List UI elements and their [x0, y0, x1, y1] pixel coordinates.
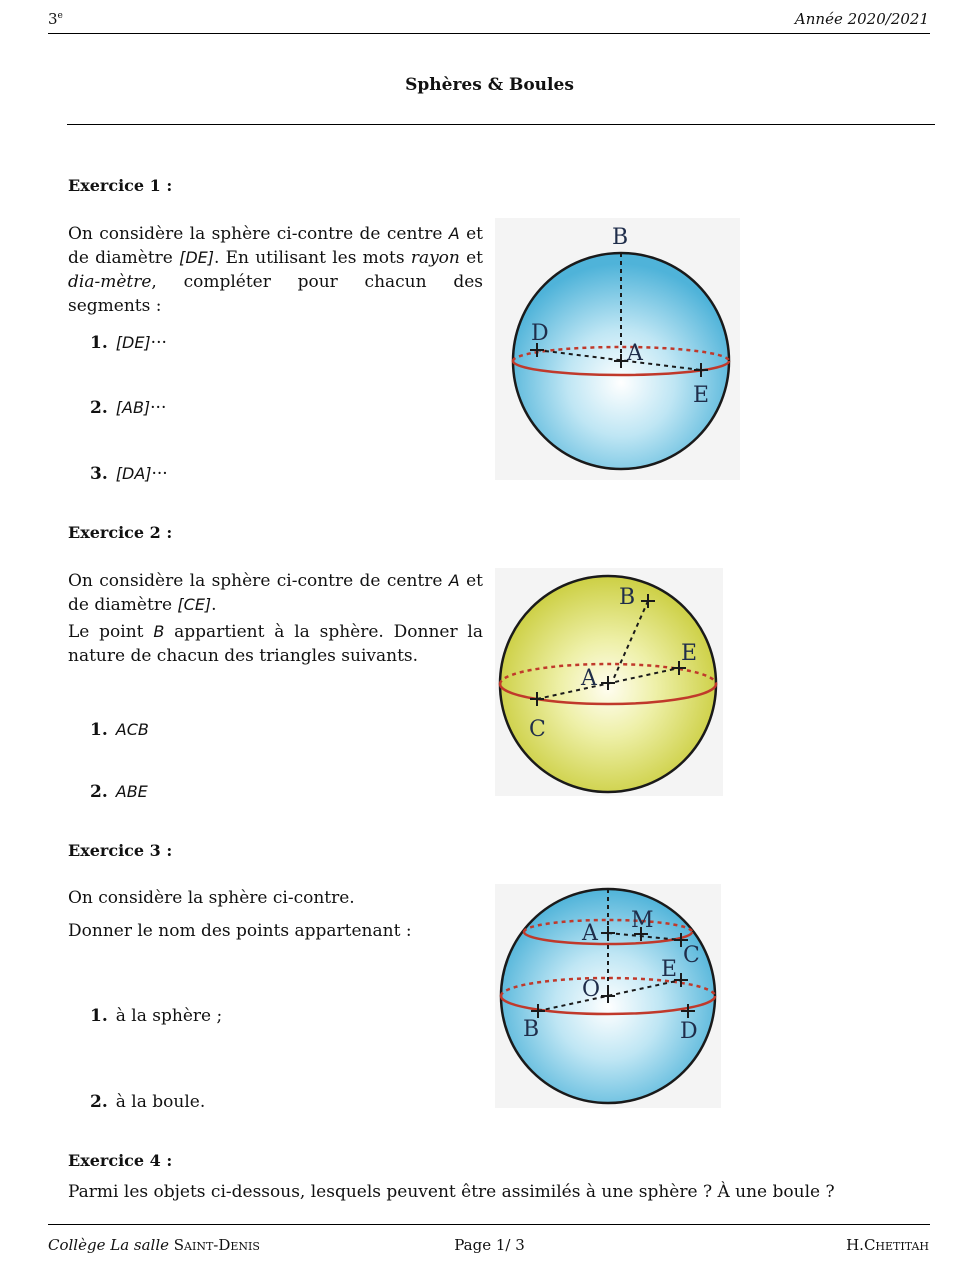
exercise-3-line-1: On considère la sphère ci-contre. — [68, 888, 355, 908]
exercise-3-item-2: 2. à la boule. — [90, 1092, 206, 1112]
label-D: D — [531, 321, 549, 346]
exercise-4-heading: Exercice 4 : — [68, 1151, 173, 1170]
label-D: D — [680, 1019, 698, 1044]
exercise-2-text: On considère la sphère ci-contre de centre A et de diamètre [CE]. — [68, 571, 483, 615]
sphere-figure-3 — [495, 884, 721, 1108]
header-rule — [48, 33, 930, 34]
header-year: Année 2020/2021 — [794, 10, 929, 28]
sphere-figure-1 — [495, 218, 740, 480]
label-B: B — [523, 1017, 540, 1042]
exercise-1-item-2: 2. [AB]··· — [90, 398, 167, 418]
label-E: E — [661, 957, 678, 982]
footer-school: Collège La salle Saint-Denis — [48, 1236, 260, 1254]
label-E: E — [693, 383, 710, 408]
footer-author: H.Chetitah — [846, 1236, 929, 1254]
exercise-2-heading: Exercice 2 : — [68, 523, 173, 542]
exercise-1-item-3: 3. [DA]··· — [90, 464, 168, 484]
label-E: E — [681, 641, 698, 666]
label-B: B — [619, 585, 636, 610]
exercise-2-item-2: 2. ABE — [90, 782, 148, 802]
exercise-1-heading: Exercice 1 : — [68, 176, 173, 195]
exercise-4-text: Parmi les objets ci-dessous, lesquels peuvent être assimilés à une sphère ? À une boule ? — [68, 1182, 835, 1202]
exercise-2-text-2: Le point B appartient à la sphère. Donner la nature de chacun des triangles suivants. — [68, 622, 483, 666]
label-M: M — [631, 908, 654, 933]
sphere-figure-2 — [495, 568, 723, 796]
label-C: C — [683, 943, 700, 968]
label-A: A — [582, 921, 598, 946]
label-A: A — [581, 666, 597, 691]
title-rule — [67, 124, 935, 125]
exercise-3-item-1: 1. à la sphère ; — [90, 1006, 223, 1026]
exercise-3-line-2: Donner le nom des points appartenant : — [68, 921, 412, 941]
exercise-3-heading: Exercice 3 : — [68, 841, 173, 860]
label-O: O — [582, 977, 601, 1002]
header-grade: 3e — [48, 10, 63, 28]
page-title: Sphères & Boules — [405, 75, 574, 95]
footer-page-number: Page 1/ 3 — [454, 1236, 525, 1254]
label-A: A — [627, 341, 643, 366]
exercise-1-text: On considère la sphère ci-contre de centre A et de diamètre [DE]. En utilisant les mots rayon et dia-mètre, compléter pour chacun des segments : — [68, 224, 484, 316]
exercise-1-item-1: 1. [DE]··· — [90, 333, 167, 353]
label-B: B — [612, 225, 629, 250]
footer-rule — [48, 1224, 930, 1225]
label-C: C — [529, 717, 546, 742]
exercise-2-item-1: 1. ACB — [90, 720, 149, 740]
